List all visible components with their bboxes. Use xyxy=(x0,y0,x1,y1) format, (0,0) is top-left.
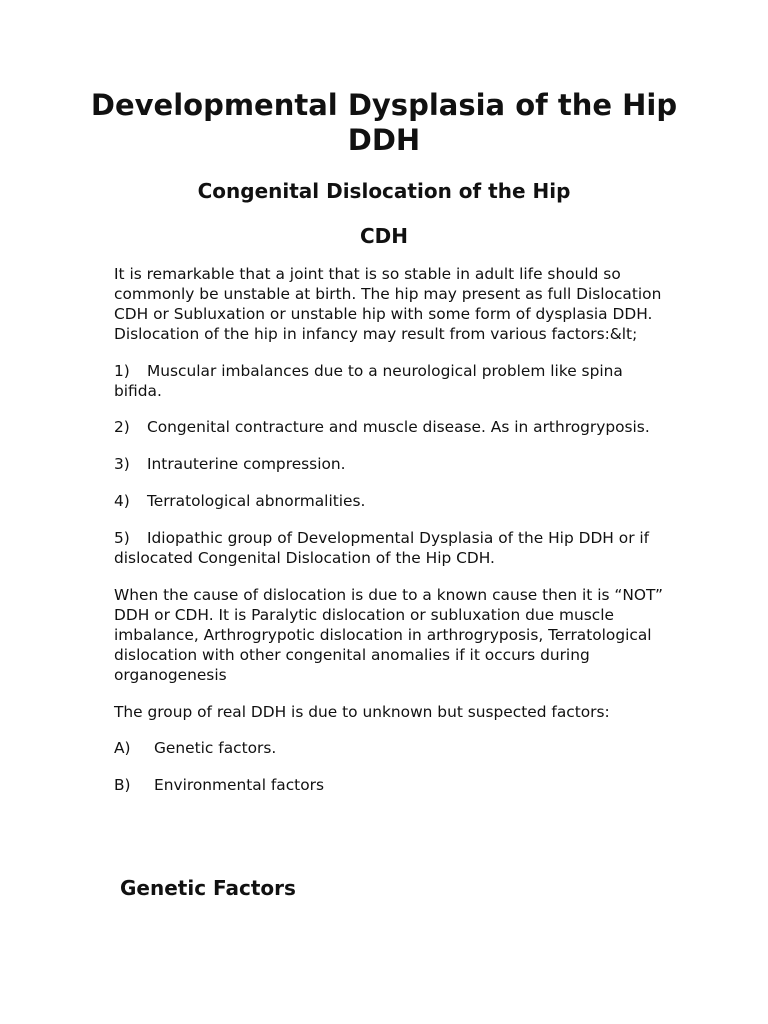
suspected-factor-item xyxy=(114,739,664,759)
document-body xyxy=(114,265,664,813)
factor-item xyxy=(114,529,664,569)
section-heading: Genetic Factors xyxy=(120,876,296,900)
cause-paragraph: When the cause of dislocation is due to a known cause then it is “NOT” DDH or CDH. It is Paralytic dislocation or subluxation due muscle imbalance, Arthrogrypotic dislocation in arthrogryposis, Terratological dislocation with other congenital anomalies if it occurs during organogenesis xyxy=(114,585,664,684)
factor-marker: 3) xyxy=(114,455,130,474)
factor-item xyxy=(114,492,664,512)
factor-text: Muscular imbalances due to a neurological problem like spina bifida. xyxy=(114,361,623,400)
factor-marker: 4) xyxy=(114,492,130,511)
suspected-factor-marker: B) xyxy=(114,776,131,795)
factor-text: Idiopathic group of Developmental Dysplasia of the Hip DDH or if dislocated Congenital Dislocation of the Hip CDH. xyxy=(114,529,650,568)
suspected-factor-marker: A) xyxy=(114,739,131,758)
factor-text: Terratological abnormalities. xyxy=(147,492,366,511)
factor-marker: 1) xyxy=(114,361,130,380)
document-title: Developmental Dysplasia of the Hip DDH xyxy=(90,88,678,157)
factor-marker: 5) xyxy=(114,529,130,548)
factor-item xyxy=(114,455,664,475)
suspected-factor-text: Genetic factors. xyxy=(154,739,277,758)
factor-text: Congenital contracture and muscle disease. As in arthrogryposis. xyxy=(147,418,650,437)
factor-item xyxy=(114,362,664,402)
factor-marker: 2) xyxy=(114,418,130,437)
factor-text: Intrauterine compression. xyxy=(147,455,346,474)
suspected-factor-item xyxy=(114,776,664,796)
group-paragraph: The group of real DDH is due to unknown but suspected factors: xyxy=(114,702,610,721)
document-subtitle-abbreviation: CDH xyxy=(359,224,409,248)
factor-item xyxy=(114,418,664,438)
document-subtitle: Congenital Dislocation of the Hip xyxy=(197,179,571,203)
suspected-factor-text: Environmental factors xyxy=(154,776,324,795)
intro-paragraph: It is remarkable that a joint that is so stable in adult life should so commonly be unstable at birth. The hip may present as full Dislocation CDH or Subluxation or unstable hip with some form of dysplasia DDH. Dislocation of the hip in infancy may result from various factors:&lt; xyxy=(114,265,662,343)
